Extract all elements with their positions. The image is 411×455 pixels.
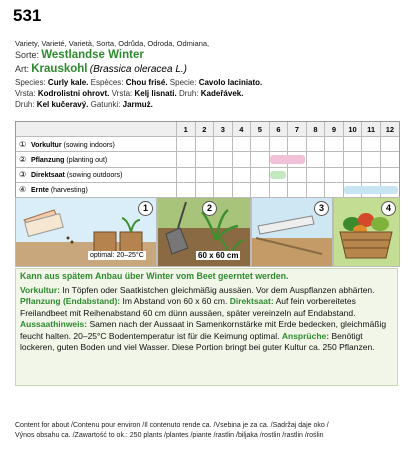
calendar-row-pflanzung bbox=[16, 152, 399, 167]
month-cell bbox=[232, 167, 251, 182]
text-ansprueche: Benötigt lockeren, guten Boden und viel Wasser. Diese Portion bringt bei guter Kultur ca. 250 Pflanzen. bbox=[20, 330, 375, 352]
month-header: 2 bbox=[195, 122, 214, 137]
row-name: Pflanzung bbox=[30, 156, 65, 164]
art-line bbox=[15, 63, 187, 75]
month-cell bbox=[362, 137, 381, 152]
calendar-period-bar bbox=[270, 171, 287, 179]
month-cell bbox=[343, 137, 362, 152]
picture-sowing-indoors bbox=[15, 197, 157, 267]
calendar-row-label bbox=[16, 182, 177, 197]
druh-cz: Kadeřávek. bbox=[200, 89, 244, 98]
month-cell bbox=[251, 182, 270, 197]
step-4-badge: 4 bbox=[381, 201, 396, 216]
term-direktsaat: Direktsaat: bbox=[229, 296, 274, 306]
spacing-value: 60 x 60 cm bbox=[198, 251, 239, 260]
variety-label: Variety, Varieté, Varietà, Sorta, Odrůda, Odroda, Odmiana, bbox=[15, 39, 210, 48]
month-cell bbox=[325, 167, 344, 182]
text-pflanzung: Im Abstand von 60 x 60 cm. bbox=[120, 296, 230, 306]
month-cell bbox=[380, 152, 399, 167]
month-cell bbox=[232, 182, 251, 197]
month-header: 4 bbox=[232, 122, 251, 137]
packet-number: 531 bbox=[13, 6, 42, 25]
step-4-icon: ④ bbox=[19, 185, 27, 195]
month-cell bbox=[214, 182, 233, 197]
month-cell bbox=[195, 137, 214, 152]
sorte-line bbox=[15, 49, 144, 61]
footer-line-2: Výnos obsahu ca. /Zawartość to ok.: 250 plants /plantes /piante /rastlin /biljaka /rostlin /rastlin /roślin bbox=[15, 432, 324, 439]
calendar-table bbox=[16, 122, 399, 197]
step-1-badge: 1 bbox=[138, 201, 153, 216]
vrsta-label-sl: Vrsta: bbox=[15, 89, 36, 98]
month-cell bbox=[288, 167, 307, 182]
instructions-body bbox=[20, 285, 393, 354]
month-cell bbox=[362, 167, 381, 182]
footer-line-1: Content for about /Contenu pour environ /Il contenuto rende ca. /Vsebina je za ca. /Sadržaj daje oko / bbox=[15, 422, 329, 429]
calendar-row-ernte bbox=[16, 182, 399, 197]
month-header: 9 bbox=[325, 122, 344, 137]
calendar-header-row bbox=[16, 122, 399, 137]
art-label: Art: bbox=[15, 64, 30, 74]
month-cell bbox=[177, 182, 196, 197]
text-direktsaat: Auf fein vorbereitetes Freilandbeet mit Reihenabstand 60 cm dünn aussäen, später vereinzeln auf Endabstand. bbox=[20, 296, 356, 318]
month-header: 10 bbox=[343, 122, 362, 137]
month-cell bbox=[288, 152, 307, 167]
month-cell bbox=[269, 182, 288, 197]
row-name: Direktsaat bbox=[30, 172, 65, 180]
calendar-header-blank bbox=[16, 122, 177, 137]
month-header: 7 bbox=[288, 122, 307, 137]
picture-planting-out bbox=[157, 197, 251, 267]
row-note: (sowing outdoors) bbox=[66, 172, 123, 180]
vrsta-label-hr: Vrsta: bbox=[111, 89, 133, 98]
month-cell bbox=[177, 167, 196, 182]
instructions-headline: Kann aus spätem Anbau über Winter vom Beet geerntet werden. bbox=[20, 271, 289, 281]
month-cell bbox=[177, 152, 196, 167]
content-footer bbox=[15, 421, 405, 441]
row-note: (sowing indoors) bbox=[63, 141, 115, 149]
month-cell bbox=[269, 167, 288, 182]
vrsta-hr: Kelj lisnati. bbox=[134, 89, 177, 98]
spacing-label bbox=[196, 251, 240, 260]
row-note: (planting out) bbox=[66, 156, 108, 164]
row-name: Vorkultur bbox=[30, 141, 62, 149]
month-cell bbox=[214, 152, 233, 167]
month-cell bbox=[325, 182, 344, 197]
step-2-badge: 2 bbox=[202, 201, 217, 216]
picture-direct-sowing bbox=[251, 197, 333, 267]
term-aussaathinweis: Aussaathinweis: bbox=[20, 319, 88, 329]
term-vorkultur: Vorkultur: bbox=[20, 284, 60, 295]
druh-sk: Kel kučeravý. bbox=[36, 100, 89, 109]
month-cell bbox=[251, 152, 270, 167]
month-cell bbox=[232, 152, 251, 167]
row-name: Ernte bbox=[30, 187, 49, 195]
species-line bbox=[15, 78, 262, 87]
month-cell bbox=[306, 137, 325, 152]
month-cell bbox=[269, 137, 288, 152]
term-pflanzung: Pflanzung (Endabstand): bbox=[20, 296, 121, 306]
druh-label-sk: Druh: bbox=[15, 100, 35, 109]
species-name: Krauskohl bbox=[31, 63, 88, 75]
month-cell bbox=[251, 137, 270, 152]
species-en: Curly kale. bbox=[47, 78, 89, 87]
month-cell bbox=[362, 152, 381, 167]
month-header: 6 bbox=[269, 122, 288, 137]
month-cell bbox=[288, 182, 307, 197]
cultivation-instructions bbox=[15, 268, 398, 386]
month-cell bbox=[214, 167, 233, 182]
month-cell bbox=[343, 152, 362, 167]
row-note: (harvesting) bbox=[50, 187, 88, 195]
druh-line bbox=[15, 100, 153, 109]
month-header: 3 bbox=[214, 122, 233, 137]
month-cell bbox=[214, 137, 233, 152]
term-ansprueche: Ansprüche: bbox=[281, 330, 330, 341]
optimal-temperature: optimal: 20–25°C bbox=[90, 252, 144, 259]
calendar-row-vorkultur bbox=[16, 137, 399, 152]
text-vorkultur: In Töpfen oder Saatkistchen gleichmäßig aussäen. Vor dem Auspflanzen abhärten. bbox=[59, 284, 375, 295]
month-header: 12 bbox=[380, 122, 399, 137]
month-cell bbox=[306, 152, 325, 167]
calendar-row-label bbox=[16, 137, 177, 152]
month-cell bbox=[251, 167, 270, 182]
month-cell bbox=[362, 182, 381, 197]
month-cell bbox=[306, 167, 325, 182]
sowing-calendar bbox=[15, 121, 400, 198]
month-cell bbox=[325, 137, 344, 152]
month-cell bbox=[325, 152, 344, 167]
month-cell bbox=[269, 152, 288, 167]
month-cell bbox=[380, 182, 399, 197]
latin-name: (Brassica oleracea L.) bbox=[89, 64, 187, 75]
picture-harvest bbox=[333, 197, 400, 267]
calendar-row-label bbox=[16, 167, 177, 182]
druh-label-cz: Druh: bbox=[178, 89, 199, 98]
step-3-icon: ③ bbox=[19, 170, 27, 180]
month-cell bbox=[232, 137, 251, 152]
vrsta-line bbox=[15, 89, 243, 98]
month-header: 1 bbox=[177, 122, 196, 137]
month-cell bbox=[195, 152, 214, 167]
month-cell bbox=[288, 137, 307, 152]
gatunki-label-pl: Gatunki: bbox=[90, 100, 121, 109]
species-it: Cavolo laciniato. bbox=[198, 78, 263, 87]
step-2-icon: ② bbox=[19, 154, 27, 164]
month-cell bbox=[343, 182, 362, 197]
month-cell bbox=[195, 167, 214, 182]
species-label-en: Species: bbox=[15, 78, 46, 87]
month-cell bbox=[343, 167, 362, 182]
variety-name: Westlandse Winter bbox=[41, 49, 144, 61]
optimal-temperature-label bbox=[88, 251, 146, 260]
gatunki-pl: Jarmuż. bbox=[122, 100, 153, 109]
step-3-badge: 3 bbox=[314, 201, 329, 216]
text-aussaathinweis: Samen nach der Aussaat in Samenkornstärke mit Erde bedecken, gleichmäßig feucht halten. 20–25°C Bodentemperatur ist für die Keimung optimal. bbox=[20, 319, 387, 341]
month-cell bbox=[380, 167, 399, 182]
month-cell bbox=[380, 137, 399, 152]
month-header: 11 bbox=[362, 122, 381, 137]
month-header: 8 bbox=[306, 122, 325, 137]
month-cell bbox=[177, 137, 196, 152]
month-cell bbox=[195, 182, 214, 197]
species-fr: Chou frisé. bbox=[125, 78, 168, 87]
month-header: 5 bbox=[251, 122, 270, 137]
species-label-fr: Espèces: bbox=[90, 78, 124, 87]
instruction-pictures bbox=[15, 197, 398, 265]
sorte-label: Sorte: bbox=[15, 50, 40, 60]
calendar-row-label bbox=[16, 152, 177, 167]
calendar-row-direktsaat bbox=[16, 167, 399, 182]
step-1-icon: ① bbox=[19, 139, 27, 149]
vrsta-sl: Kodrolistni ohrovt. bbox=[37, 89, 110, 98]
month-cell bbox=[306, 182, 325, 197]
species-label-it: Specie: bbox=[169, 78, 197, 87]
